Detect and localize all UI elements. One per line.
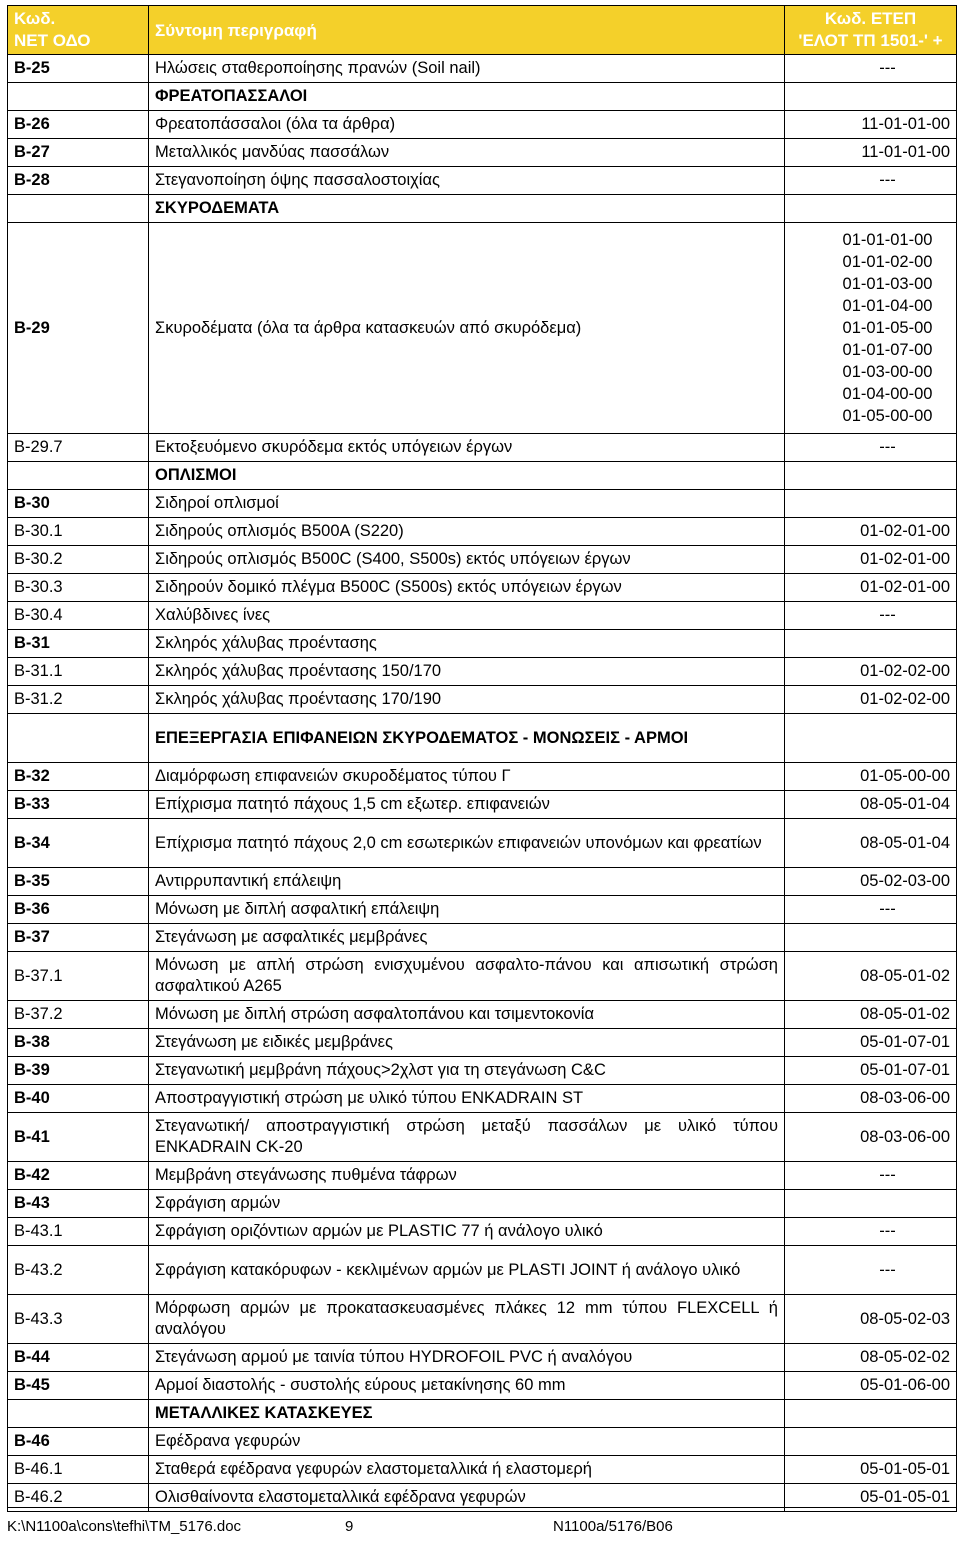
header-etep-line2: 'ΕΛΟΤ ΤΠ 1501-' + (798, 31, 943, 50)
item-code (8, 195, 149, 223)
table-row (8, 139, 957, 167)
table-row (8, 462, 957, 490)
item-code: B-27 (8, 139, 149, 167)
etep-code: 05-01-07-01 (785, 1057, 957, 1085)
item-code: B-30 (8, 490, 149, 518)
table-header-row (8, 6, 957, 55)
item-code: B-45 (8, 1372, 149, 1400)
item-description: Στεγανοποίηση όψης πασσαλοστοιχίας (149, 167, 785, 195)
section-heading: ΜΕΤΑΛΛΙΚΕΣ ΚΑΤΑΣΚΕΥΕΣ (149, 1400, 785, 1428)
table-row (8, 1456, 957, 1484)
etep-code (785, 195, 957, 223)
etep-code-item: 01-01-07-00 (842, 341, 933, 359)
item-description: Αρμοί διαστολής - συστολής εύρους μετακίνησης 60 mm (149, 1372, 785, 1400)
item-code: B-30.1 (8, 518, 149, 546)
item-description: Εφέδρανα γεφυρών (149, 1428, 785, 1456)
table-row (8, 546, 957, 574)
item-description: Σιδηρούν δομικό πλέγμα B500C (S500s) εκτός υπόγειων έργων (149, 574, 785, 602)
table-row (8, 1218, 957, 1246)
table-row (8, 1372, 957, 1400)
item-description: Αποστραγγιστική στρώση με υλικό τύπου ENKADRAIN ST (149, 1085, 785, 1113)
item-description: Σκληρός χάλυβας προέντασης 170/190 (149, 686, 785, 714)
section-heading: ΕΠΕΞΕΡΓΑΣΙΑ ΕΠΙΦΑΝΕΙΩΝ ΣΚΥΡΟΔΕΜΑΤΟΣ - ΜΟΝΩΣΕΙΣ - ΑΡΜΟΙ (149, 714, 785, 763)
item-description: Σκληρός χάλυβας προέντασης 150/170 (149, 658, 785, 686)
item-code: B-41 (8, 1113, 149, 1162)
item-description: Μεμβράνη στεγάνωσης πυθμένα τάφρων (149, 1162, 785, 1190)
item-code: B-30.4 (8, 602, 149, 630)
etep-code: 05-01-07-01 (785, 1029, 957, 1057)
section-heading: ΣΚΥΡΟΔΕΜΑΤΑ (149, 195, 785, 223)
footer-file-path: K:\N1100a\cons\tefhi\TM_5176.doc (7, 1518, 242, 1535)
item-description: Σφράγιση κατακόρυφων - κεκλιμένων αρμών με PLASTI JOINT ή ανάλογο υλικό (149, 1246, 785, 1295)
table-row (8, 896, 957, 924)
item-code (8, 83, 149, 111)
etep-code (785, 1428, 957, 1456)
etep-code (785, 1400, 957, 1428)
table-row (8, 83, 957, 111)
table-row (8, 55, 957, 83)
etep-code: --- (785, 602, 957, 630)
table-row (8, 490, 957, 518)
etep-code: 05-01-06-00 (785, 1372, 957, 1400)
header-code (8, 6, 149, 55)
table-row (8, 763, 957, 791)
item-code: B-46.1 (8, 1456, 149, 1484)
etep-code: 11-01-01-00 (785, 111, 957, 139)
etep-code: --- (785, 1218, 957, 1246)
item-description: Σιδηροί οπλισμοί (149, 490, 785, 518)
table-row (8, 952, 957, 1001)
specification-sheet (7, 5, 956, 1512)
etep-code: 08-05-01-04 (785, 791, 957, 819)
spec-table (7, 5, 957, 1512)
etep-code (785, 490, 957, 518)
table-row (8, 518, 957, 546)
item-code: B-29 (8, 223, 149, 434)
item-code: B-46 (8, 1428, 149, 1456)
etep-code: 01-02-02-00 (785, 658, 957, 686)
table-row (8, 1001, 957, 1029)
table-row (8, 1344, 957, 1372)
header-code-line2: ΝΕΤ ΟΔΟ (14, 31, 91, 50)
item-description: Μόνωση με διπλή ασφαλτική επάλειψη (149, 896, 785, 924)
table-row (8, 1085, 957, 1113)
etep-code: 08-05-02-03 (785, 1295, 957, 1344)
item-code: B-37 (8, 924, 149, 952)
item-description: Σφράγιση αρμών (149, 1190, 785, 1218)
etep-code: 08-03-06-00 (785, 1113, 957, 1162)
etep-code-item: 01-01-02-00 (842, 253, 933, 271)
etep-code (785, 714, 957, 763)
table-row (8, 791, 957, 819)
table-row (8, 1428, 957, 1456)
item-description: Σκληρός χάλυβας προέντασης (149, 630, 785, 658)
table-row (8, 630, 957, 658)
etep-code-item: 01-04-00-00 (842, 385, 933, 403)
table-row (8, 924, 957, 952)
item-code: B-32 (8, 763, 149, 791)
table-row (8, 223, 957, 434)
item-code: B-43.3 (8, 1295, 149, 1344)
etep-code (785, 630, 957, 658)
item-description: Φρεατοπάσσαλοι (όλα τα άρθρα) (149, 111, 785, 139)
table-row (8, 195, 957, 223)
etep-code: 08-05-01-02 (785, 1001, 957, 1029)
item-description: Στεγανωτική μεμβράνη πάχους>2χλστ για τη στεγάνωση C&C (149, 1057, 785, 1085)
etep-code (785, 223, 957, 434)
item-description: Ηλώσεις σταθεροποίησης πρανών (Soil nail) (149, 55, 785, 83)
table-row (8, 819, 957, 868)
section-heading: ΦΡΕΑΤΟΠΑΣΣΑΛΟΙ (149, 83, 785, 111)
item-description: Σιδηρούς οπλισμός B500C (S400, S500s) εκτός υπόγειων έργων (149, 546, 785, 574)
item-code: B-44 (8, 1344, 149, 1372)
item-description: Μόνωση με διπλή στρώση ασφαλτοπάνου και τσιμεντοκονία (149, 1001, 785, 1029)
etep-code (785, 462, 957, 490)
item-code: B-25 (8, 55, 149, 83)
item-code: B-37.1 (8, 952, 149, 1001)
header-description: Σύντομη περιγραφή (149, 6, 785, 55)
table-row (8, 714, 957, 763)
etep-code-item: 01-05-00-00 (842, 407, 933, 425)
etep-code: --- (785, 1246, 957, 1295)
header-etep (785, 6, 957, 55)
etep-code (785, 1190, 957, 1218)
table-row (8, 602, 957, 630)
item-code: B-43.1 (8, 1218, 149, 1246)
item-description: Αντιρρυπαντική επάλειψη (149, 868, 785, 896)
table-row (8, 868, 957, 896)
item-code: B-33 (8, 791, 149, 819)
etep-code: --- (785, 55, 957, 83)
item-code (8, 714, 149, 763)
table-row (8, 434, 957, 462)
item-description: Ολισθαίνοντα ελαστομεταλλικά εφέδρανα γεφυρών (149, 1484, 785, 1512)
table-row (8, 1057, 957, 1085)
item-code: B-35 (8, 868, 149, 896)
etep-code: 05-01-05-01 (785, 1484, 957, 1512)
table-row (8, 1190, 957, 1218)
header-code-line1: Κωδ. (14, 9, 56, 28)
etep-code: 01-02-01-00 (785, 518, 957, 546)
etep-code: --- (785, 1162, 957, 1190)
etep-code: 08-05-01-04 (785, 819, 957, 868)
etep-code-item: 01-01-01-00 (842, 231, 933, 249)
etep-code: 11-01-01-00 (785, 139, 957, 167)
item-description: Σταθερά εφέδρανα γεφυρών ελαστομεταλλικά ή ελαστομερή (149, 1456, 785, 1484)
etep-code-item: 01-03-00-00 (842, 363, 933, 381)
item-description: Στεγάνωση με ειδικές μεμβράνες (149, 1029, 785, 1057)
item-description: Επίχρισμα πατητό πάχους 1,5 cm εξωτερ. επιφανειών (149, 791, 785, 819)
table-row (8, 1295, 957, 1344)
etep-code: 01-05-00-00 (785, 763, 957, 791)
item-description: Εκτοξευόμενο σκυρόδεμα εκτός υπόγειων έργων (149, 434, 785, 462)
footer-document-ref: N1100a/5176/B06 (553, 1518, 673, 1535)
table-row (8, 1162, 957, 1190)
table-row (8, 1113, 957, 1162)
header-etep-line1: Κωδ. ΕΤΕΠ (824, 9, 917, 28)
etep-code: 01-02-01-00 (785, 574, 957, 602)
item-code: B-43.2 (8, 1246, 149, 1295)
etep-code: 01-02-01-00 (785, 546, 957, 574)
item-code (8, 462, 149, 490)
item-code: B-26 (8, 111, 149, 139)
table-row (8, 574, 957, 602)
etep-code: --- (785, 434, 957, 462)
etep-code (785, 83, 957, 111)
table-row (8, 658, 957, 686)
item-description: Σκυροδέματα (όλα τα άρθρα κατασκευών από σκυρόδεμα) (149, 223, 785, 434)
item-code: B-29.7 (8, 434, 149, 462)
item-description: Στεγάνωση αρμού με ταινία τύπου HYDROFOIL PVC ή αναλόγου (149, 1344, 785, 1372)
table-row (8, 686, 957, 714)
item-code: B-31.1 (8, 658, 149, 686)
footer-page-number: 9 (345, 1518, 354, 1535)
etep-code-item: 01-01-03-00 (842, 275, 933, 293)
item-code: B-46.2 (8, 1484, 149, 1512)
item-description: Στεγάνωση με ασφαλτικές μεμβράνες (149, 924, 785, 952)
item-description: Επίχρισμα πατητό πάχους 2,0 cm εσωτερικών επιφανειών υπονόμων και φρεατίων (149, 819, 785, 868)
table-row (8, 1029, 957, 1057)
etep-code: 01-02-02-00 (785, 686, 957, 714)
item-code: B-38 (8, 1029, 149, 1057)
item-description: Μεταλλικός μανδύας πασσάλων (149, 139, 785, 167)
item-description: Μόρφωση αρμών με προκατασκευασμένες πλάκες 12 mm τύπου FLEXCELL ή αναλόγου (149, 1295, 785, 1344)
table-row (8, 1246, 957, 1295)
etep-code: 08-03-06-00 (785, 1085, 957, 1113)
page-footer (7, 1507, 956, 1544)
item-code: B-36 (8, 896, 149, 924)
item-code: B-43 (8, 1190, 149, 1218)
item-description: Μόνωση με απλή στρώση ενισχυμένου ασφαλτο-πάνου και απισωτική στρώση ασφαλτικού Α265 (149, 952, 785, 1001)
item-code: B-30.2 (8, 546, 149, 574)
item-code: B-28 (8, 167, 149, 195)
item-description: Σιδηρούς οπλισμός B500A (S220) (149, 518, 785, 546)
etep-code: --- (785, 167, 957, 195)
section-heading: ΟΠΛΙΣΜΟΙ (149, 462, 785, 490)
table-row (8, 111, 957, 139)
item-code: B-39 (8, 1057, 149, 1085)
item-description: Διαμόρφωση επιφανειών σκυροδέματος τύπου Γ (149, 763, 785, 791)
item-description: Στεγανωτική/ αποστραγγιστική στρώση μεταξύ πασσάλων με υλικό τύπου ENKADRAIN CK-20 (149, 1113, 785, 1162)
etep-code: 08-05-01-02 (785, 952, 957, 1001)
item-code: B-34 (8, 819, 149, 868)
item-description: Σφράγιση οριζόντιων αρμών με PLASTIC 77 ή ανάλογο υλικό (149, 1218, 785, 1246)
item-code: B-42 (8, 1162, 149, 1190)
item-code: B-31.2 (8, 686, 149, 714)
table-row (8, 167, 957, 195)
table-row (8, 1400, 957, 1428)
item-code (8, 1400, 149, 1428)
item-code: B-30.3 (8, 574, 149, 602)
item-code: B-37.2 (8, 1001, 149, 1029)
etep-code-item: 01-01-04-00 (842, 297, 933, 315)
etep-code (785, 924, 957, 952)
item-code: B-31 (8, 630, 149, 658)
etep-code: 08-05-02-02 (785, 1344, 957, 1372)
item-description: Χαλύβδινες ίνες (149, 602, 785, 630)
etep-code-item: 01-01-05-00 (842, 319, 933, 337)
etep-code: 05-02-03-00 (785, 868, 957, 896)
etep-code: 05-01-05-01 (785, 1456, 957, 1484)
etep-code: --- (785, 896, 957, 924)
item-code: B-40 (8, 1085, 149, 1113)
